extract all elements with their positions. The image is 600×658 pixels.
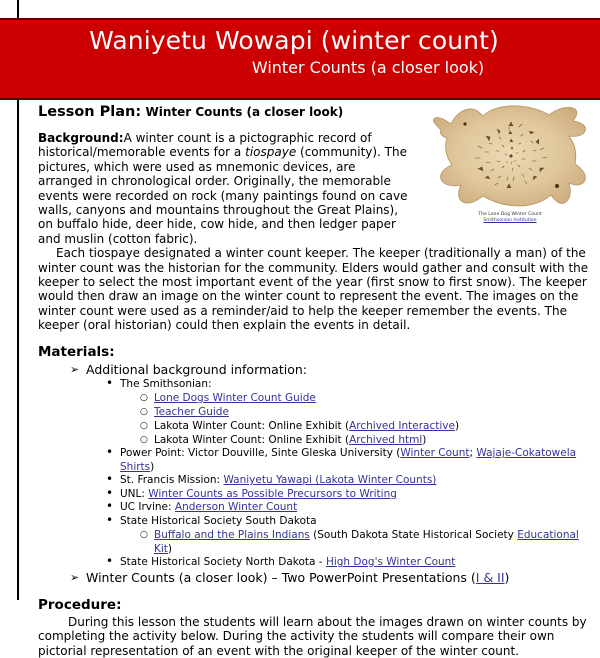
shssd-label: State Historical Society South Dakota bbox=[120, 514, 317, 527]
banner-title: Waniyetu Wowapi (winter count) bbox=[89, 26, 499, 55]
disc-marker-icon: • bbox=[106, 554, 114, 569]
disc-marker-icon: • bbox=[106, 375, 114, 390]
link-archived-interactive[interactable]: Archived Interactive bbox=[349, 420, 455, 433]
powerpoint-suffix: ) bbox=[150, 460, 155, 473]
list-item bbox=[120, 433, 590, 447]
link-lone-dogs-winter-count-guide[interactable]: Lone Dogs Winter Count Guide bbox=[154, 392, 316, 405]
disc-marker-icon: • bbox=[106, 472, 114, 487]
list-item-additional-background bbox=[38, 362, 590, 570]
link-waniyetu-yawapi[interactable]: Waniyetu Yawapi (Lakota Winter Counts) bbox=[223, 474, 437, 487]
materials-heading: Materials: bbox=[38, 343, 115, 360]
list-item-uc-irvine bbox=[86, 501, 590, 515]
smithsonian-label: The Smithsonian: bbox=[120, 377, 212, 390]
list-item-smithsonian bbox=[86, 375, 590, 448]
figure-caption-line1: The Lone Dog Winter Count bbox=[478, 212, 542, 217]
ucirvine-prefix: UC Irvine: bbox=[120, 501, 175, 514]
link-anderson-winter-count[interactable]: Anderson Winter Count bbox=[174, 501, 298, 514]
smithsonian-links-list bbox=[120, 391, 590, 447]
unl-prefix: UNL: bbox=[120, 487, 149, 500]
link-archived-html[interactable]: Archived html bbox=[349, 434, 423, 447]
background-text-1: A winter count is a pictographic record of historical/memorable events for a bbox=[38, 131, 372, 160]
buffalo-hide-image bbox=[425, 100, 593, 212]
shssd-sublist bbox=[120, 528, 590, 556]
list-item-winter-counts-presentations bbox=[38, 570, 590, 586]
list-item-shs-south-dakota bbox=[86, 512, 590, 557]
background-text-2: (community). The pictures, which were used as mnemonic devices, are arranged in chronological order. Originally, the memorable events were recorded on rock (many paintings found on cave walls, canyons and mountains throughout the Great Plains), on buffalo hide, deer hide, cow hide, and then ledger paper and muslin (cotton fabric). bbox=[38, 145, 408, 246]
exhibit-2-prefix: Lakota Winter Count: Online Exhibit ( bbox=[154, 434, 350, 447]
banner-subtitle-text: Winter Counts (a closer look) bbox=[251, 58, 485, 77]
exhibit-1-prefix: Lakota Winter Count: Online Exhibit ( bbox=[154, 420, 350, 433]
buffalo-mid-text: (South Dakota State Historical Society bbox=[309, 529, 518, 542]
list-item bbox=[120, 391, 590, 405]
winter-counts-suffix: ) bbox=[504, 569, 510, 585]
powerpoint-separator: ; bbox=[469, 447, 477, 460]
list-item bbox=[120, 405, 590, 419]
circle-marker-icon: ○ bbox=[140, 393, 148, 404]
disc-marker-icon: • bbox=[106, 445, 114, 460]
title-banner bbox=[0, 18, 600, 100]
list-item-powerpoint-douville bbox=[86, 447, 590, 474]
materials-sublist bbox=[86, 375, 590, 570]
list-item-unl bbox=[86, 485, 590, 502]
arrow-marker-icon: ➢ bbox=[70, 570, 80, 584]
procedure-heading: Procedure: bbox=[38, 596, 122, 613]
link-winter-counts-precursors-writing[interactable]: Winter Counts as Possible Precursors to Writing bbox=[148, 487, 397, 500]
list-item-shs-north-dakota bbox=[86, 556, 590, 570]
shsnd-prefix: State Historical Society North Dakota - bbox=[120, 556, 326, 569]
list-item bbox=[120, 419, 590, 433]
lesson-plan-label: Lesson Plan: bbox=[38, 104, 142, 120]
procedure-paragraph: During this lesson the students will learn about the images drawn on winter counts by completing the activity below. During the activity the students will compare their own pictorial representation of an event with the original keeper of the winter count. bbox=[38, 614, 587, 658]
winter-counts-prefix: Winter Counts (a closer look) – Two PowerPoint Presentations ( bbox=[86, 569, 476, 585]
link-educational-kit[interactable]: Educational Kit bbox=[154, 529, 579, 556]
lesson-plan-title: Winter Counts (a closer look) bbox=[145, 105, 344, 119]
buffalo-suffix: ) bbox=[167, 543, 173, 556]
powerpoint-prefix: Power Point: Victor Douville, Sinte Gleska University ( bbox=[120, 447, 401, 460]
list-item-st-francis-mission bbox=[86, 474, 590, 488]
arrow-marker-icon: ➢ bbox=[70, 362, 80, 376]
stfrancis-prefix: St. Francis Mission: bbox=[120, 474, 224, 487]
link-high-dogs-winter-count[interactable]: High Dog's Winter Count bbox=[325, 556, 456, 569]
list-item bbox=[120, 528, 590, 556]
background-label: Background: bbox=[38, 131, 124, 145]
banner-subtitle bbox=[0, 58, 586, 78]
circle-marker-icon: ○ bbox=[140, 530, 148, 541]
figure-caption-line2[interactable]: Smithsonian Institution bbox=[483, 218, 537, 223]
lone-dog-winter-count-figure bbox=[425, 100, 595, 224]
materials-list bbox=[38, 362, 590, 586]
additional-background-label: Additional background information: bbox=[86, 361, 307, 377]
tiospaye-term: tiospaye bbox=[245, 145, 297, 160]
circle-marker-icon: ○ bbox=[140, 435, 148, 446]
keeper-paragraph: Each tiospaye designated a winter count keeper. The keeper (traditionally a man) of the winter count was the historian for the community. Elders would gather and consult with the keeper to select the most important event of the year (first snow to first snow). The keeper would then draw an image on the winter count to represent the event. The images on the winter count were used as a reminder/aid to help the keeper remember the events. The keeper (oral historian) could then explain the events in detail. bbox=[38, 246, 589, 333]
link-winter-count[interactable]: Winter Count bbox=[400, 447, 470, 460]
exhibit-1-suffix: ) bbox=[454, 420, 460, 433]
link-wajaje-cokatowela-shirts[interactable]: Wajaje-Cokatowela Shirts bbox=[120, 447, 577, 473]
circle-marker-icon: ○ bbox=[140, 421, 148, 432]
disc-marker-icon: • bbox=[106, 499, 114, 514]
link-teacher-guide[interactable]: Teacher Guide bbox=[154, 406, 229, 419]
figure-caption bbox=[425, 212, 595, 224]
circle-marker-icon: ○ bbox=[140, 407, 148, 418]
exhibit-2-suffix: ) bbox=[422, 434, 427, 447]
disc-marker-icon: • bbox=[106, 485, 114, 500]
link-presentations-i-and-ii[interactable]: I & II bbox=[475, 569, 505, 585]
disc-marker-icon: • bbox=[106, 512, 114, 527]
link-buffalo-and-the-plains-indians[interactable]: Buffalo and the Plains Indians bbox=[154, 529, 310, 542]
background-paragraph bbox=[38, 131, 408, 246]
